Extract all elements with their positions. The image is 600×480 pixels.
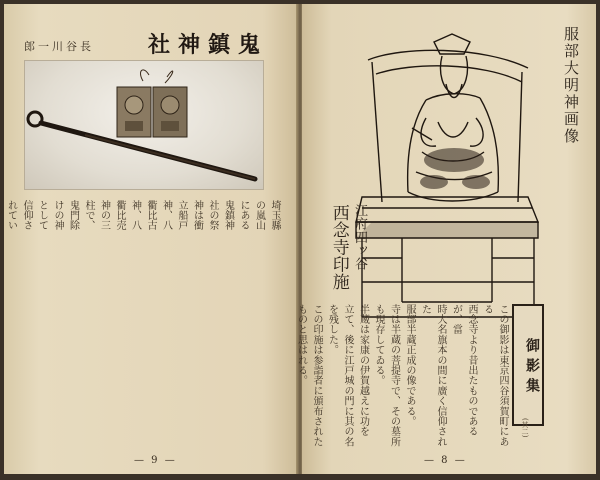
text-line: 半蔵は家康の伊賀越えに功を [357,304,369,437]
illustration-caption: 服部大明神画像 [562,26,580,145]
page-number: — 8 — [424,455,467,466]
text-line: 鬼門除 [67,200,79,231]
section-badge-sub: (其二) [521,418,529,438]
left-page [4,4,298,474]
page-number: — 9 — [134,455,177,466]
photo-illustration [25,61,263,189]
text-line: 西念寺より昔出たものであるが、當 [450,304,477,437]
seated-deity-woodblock [342,32,542,322]
text-line: 寺は半蔵の菩提寺で、その墓所 [388,304,400,447]
article-author: 長谷川一郎 [24,40,94,53]
text-line: も現存してゐる。 [373,304,384,386]
article-title: 鬼鎮神社 [147,32,268,58]
book-spread [4,4,596,474]
text-line: れてい [5,200,17,231]
right-page [295,4,596,474]
text-line: の嵐山 [253,200,265,231]
section-badge-label: 御影集 [524,338,540,398]
text-line: 立船戸 [176,200,187,231]
text-line: 立て、後に江戸城の門に其の名 [342,304,353,447]
text-line: 埼玉縣 [269,200,280,231]
text-line [0,200,1,220]
text-line: けの神 [52,200,63,231]
text-line: を残した。 [326,304,338,355]
text-line: 神は衝 [191,200,203,231]
left-body-text [5,200,282,452]
text-line: 社の祭 [207,200,218,231]
text-line: として [36,200,48,231]
text-line: 神、八 [129,200,141,231]
text-line: 神、八 [160,200,172,231]
right-body-text [295,304,510,454]
text-line: この印施は参詣者に頒布された [311,304,322,447]
text-line: 柱で、 [83,200,94,231]
inscription-line-2: 西念寺印施 [328,204,349,291]
right-body-text-cont [544,304,584,454]
text-line: にある [238,200,249,231]
sword-and-key-photo [24,60,264,190]
text-line: 時大名旗本の間に廣く信仰された [419,304,446,447]
text-line: ものと思はれる。 [295,304,307,386]
text-line: 鬼鎮神 [222,200,234,231]
text-line: この御影は東京四谷須賀町にある [481,304,508,447]
inscription-line-1: 江府四ッ谷 [351,204,367,271]
text-line: 衢比売 [114,200,125,231]
text-line: 神の三 [98,200,110,231]
handwritten-inscription [326,204,368,290]
text-line: 服部半蔵正成の像である。 [404,304,415,427]
text-line: 信仰さ [21,200,32,231]
text-line: 衢比古 [145,200,156,231]
section-badge [512,304,544,426]
